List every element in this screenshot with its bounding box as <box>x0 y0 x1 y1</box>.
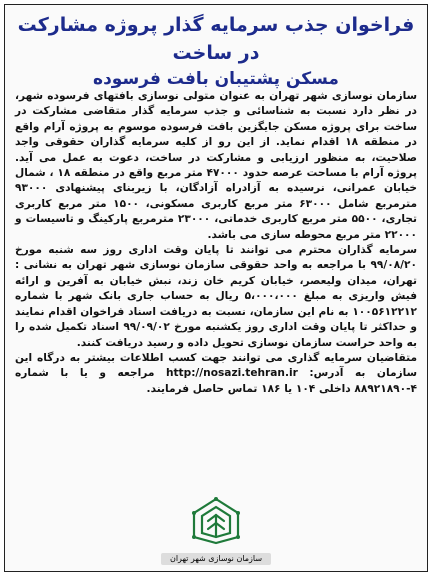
organization-logo-icon <box>186 495 246 547</box>
logo-caption: سازمان نوسازی شهر تهران <box>161 553 271 565</box>
notice-footer <box>9 491 423 567</box>
notice-body <box>15 89 417 397</box>
notice-title <box>13 11 419 91</box>
notice-paragraph-1: سازمان نوسازی شهر تهران به عنوان متولی نوسازی بافتهای فرسوده شهر، در نظر دارد نسبت به شناسائی و جذب سرمایه گذار متقاضی مشارکت در ساخت برای پروژه مسکن جایگزین بافت فرسوده موسوم به پروژه آرام واقع در منطقه ۱۸ اقدام نماید. از این رو از کلیه سرمایه گذاران حقوقی واجد صلاحیت، به منظور ارزیابی و مشارکت در ساخت، دعوت به عمل می آید. پروژه آرام با مساحت عرصه حدود ۴۷۰۰۰ متر مربع واقع در منطقه ۱۸ ، شمال خیابان عمرانی، نرسیده به آزادراه آزادگان، با زیربنای پیشنهادی ۹۳۰۰۰ مترمربع شامل ۶۳۰۰۰ متر مربع کاربری مسکونی، ۱۵۰۰ متر مربع کاربری تجاری، ۵۵۰۰ متر مربع کاربری خدماتی، ۲۳۰۰۰ مترمربع پارکینگ و تاسیسات و ۲۲۰۰۰ متر مربع محوطه سازی می باشد. <box>15 90 418 241</box>
notice-frame <box>4 4 428 572</box>
notice-paragraph-2: سرمایه گذاران محترم می توانند تا پایان وقت اداری روز سه شنبه مورخ ۹۹/۰۸/۲۰ با مراجعه به واحد حقوقی سازمان نوسازی شهر تهران به نشانی : تهران، میدان ولیعصر، خیابان کریم خان زند، نبش خیابان به آفرین و ارائه فیش واریزی به مبلغ ۵،۰۰۰،۰۰۰ ریال به حساب جاری بانک شهر با شماره ۱۰۰۵۶۱۲۲۱۲ به نام این سازمان، نسبت به دریافت اسناد فراخوان اقدام نمایند و حداکثر تا پایان وقت اداری روز یکشنبه مورخ ۹۹/۰۹/۰۲ اسناد تکمیل شده را به واحد حراست سازمان نوسازی تحویل داده و رسید دریافت کنند. <box>15 244 418 349</box>
notice-paragraph-3: متقاضیان سرمایه گذاری می توانند جهت کسب اطلاعات بیشتر به درگاه این سازمان به آدرس: http://nosazi.tehran.ir مراجعه و یا با شماره ۴-۸۸۹۲۱۸۹۰ داخلی ۱۰۴ یا ۱۸۶ تماس حاصل فرمایند. <box>15 351 418 395</box>
notice-title-line2: مسکن پشتیبان بافت فرسوده <box>93 69 339 89</box>
notice-title-line1: فراخوان جذب سرمایه گذار پروژه مشارکت در ساخت <box>17 14 415 64</box>
